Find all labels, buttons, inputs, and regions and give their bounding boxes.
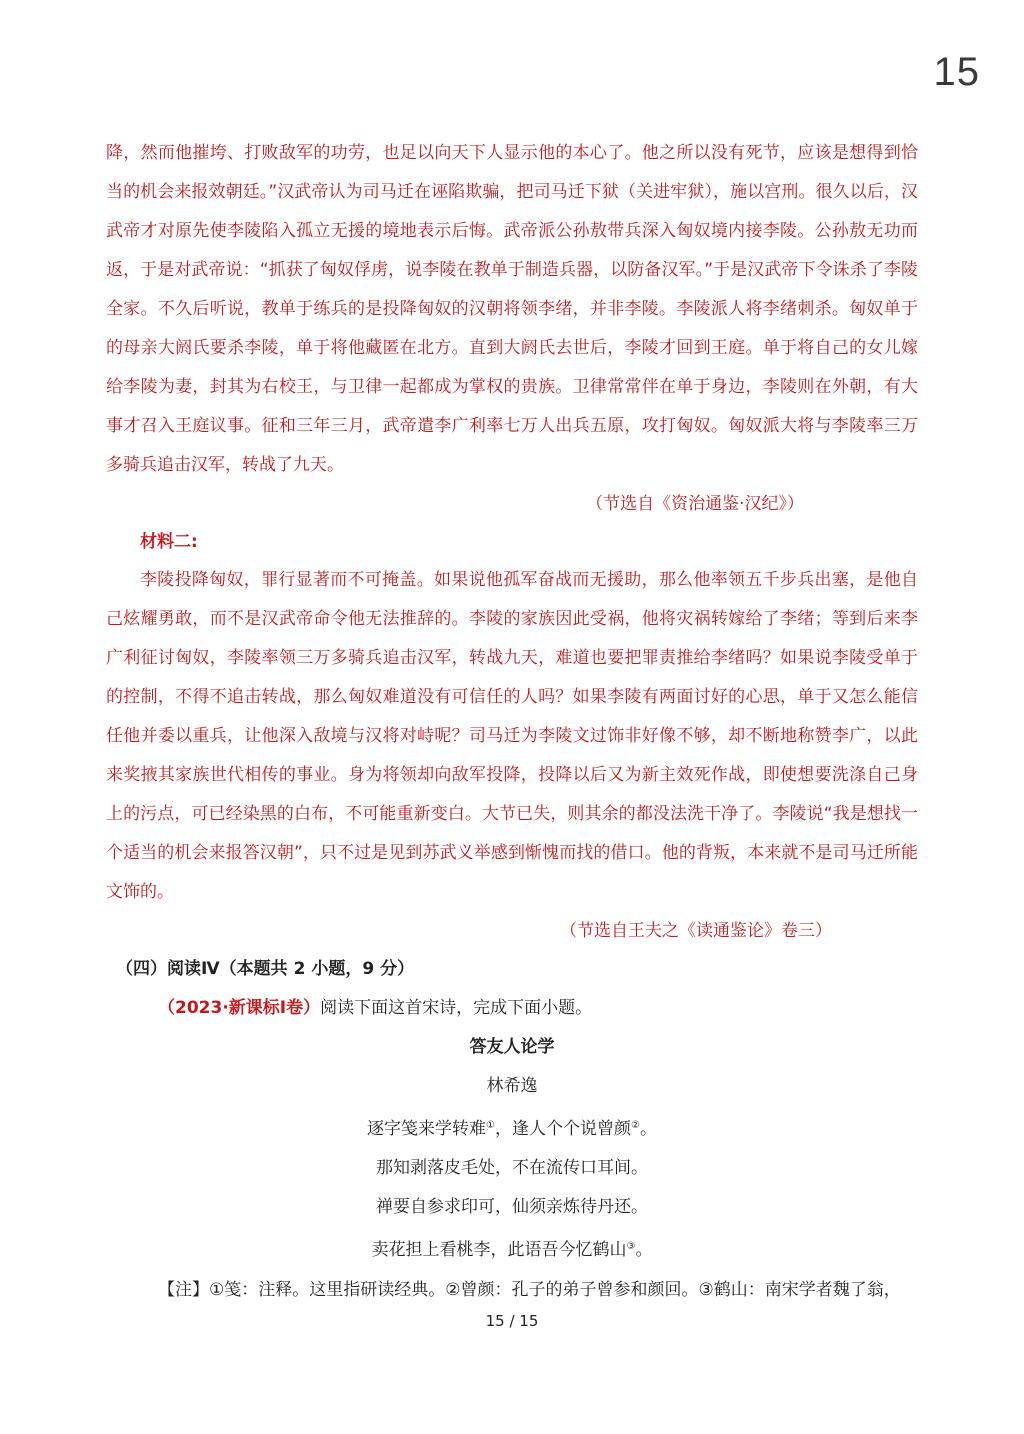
viewer-page-indicator: 15	[933, 50, 980, 94]
poem-line-4-part-c: 。	[635, 1240, 653, 1260]
footnote-ref-2: ②	[631, 1120, 640, 1131]
poem-line-1	[106, 1106, 918, 1149]
question-intro	[106, 988, 918, 1028]
poem-note: 【注】①笺：注释。这里指研读经典。②曾颜：孔子的弟子曾参和颜回。③鹤山：南宋学者魏了翁，	[158, 1280, 901, 1300]
page-footer: 15 / 15	[485, 1312, 539, 1330]
footnote-ref-3: ③	[626, 1241, 636, 1252]
exam-tag: （2023·新课标Ⅰ卷）	[158, 998, 321, 1018]
material1-source: （节选自《资治通鉴·汉纪》）	[586, 494, 804, 514]
instruction-text: 阅读下面这首宋诗，完成下面小题。	[320, 998, 593, 1018]
poem-line-1-part-b: ，逢人个个说曾颜	[495, 1119, 631, 1139]
poem-line-2: 那知剥落皮毛处，不在流传口耳间。	[376, 1158, 648, 1178]
material2-source: （节选自王夫之《读通鉴论》卷三）	[560, 921, 832, 941]
poem-line-4	[106, 1227, 918, 1270]
footnote-ref-1: ①	[486, 1120, 495, 1131]
material1-text: 降，然而他摧垮、打败敌军的功劳，也足以向天下人显示他的本心了。他之所以没有死节，应该是想得到恰当的机会来报效朝廷。”汉武帝认为司马迁在诬陷欺骗，把司马迁下狱（关进牢狱），施以宫刑。很久以后，汉武帝才对原先使李陵陷入孤立无援的境地表示后悔。武帝派公孙敖带兵深入匈奴境内接李陵。公孙敖无功而返，于是对武帝说：“抓获了匈奴俘虏，说李陵在教单于制造兵器，以防备汉军。”于是汉武帝下令诛杀了李陵全家。不久后听说，教单于练兵的是投降匈奴的汉朝将领李绪，并非李陵。李陵派人将李绪刺杀。匈奴单于的母亲大阏氏要杀李陵，单于将他藏匿在北方。直到大阏氏去世后，李陵才回到王庭。单于将自己的女儿嫁给李陵为妻，封其为右校王，与卫律一起都成为掌权的贵族。卫律常常伴在单于身边，李陵则在外朝，有大事才召入王庭议事。征和三年三月，武帝遣李广利率七万人出兵五原，攻打匈奴。匈奴派大将与李陵率三万多骑兵追击汉军，转战了九天。	[106, 143, 918, 475]
poem-line-4-part-a: 卖花担上看桃李，此语吾今忆鹤山	[371, 1240, 627, 1260]
material2-text: 李陵投降匈奴，罪行显著而不可掩盖。如果说他孤军奋战而无援助，那么他率领五千步兵出塞，是他自己炫耀勇敢，而不是汉武帝命令他无法推辞的。李陵的家族因此受祸，他将灾祸转嫁给了李绪；等到后来李广利征讨匈奴，李陵率领三万多骑兵追击汉军，转战九天，难道也要把罪责推给李绪吗？如果说李陵受单于的控制，不得不追击转战，那么匈奴难道没有可信任的人吗？如果李陵有两面讨好的心思，单于又怎么能信任他并委以重兵，让他深入敌境与汉将对峙呢？司马迁为李陵文过饰非好像不够，却不断地称赞李广，以此来奖掖其家族世代相传的事业。身为将领却向敌军投降，投降以后又为新主效死作战，即使想要洗涤自己身上的污点，可已经染黑的白布，不可能重新变白。大节已失，则其余的都没法洗干净了。李陵说“我是想找一个适当的机会来报答汉朝”，只不过是见到苏武义举感到惭愧而找的借口。他的背叛，本来就不是司马迁所能文饰的。	[106, 570, 918, 902]
document-body	[106, 134, 918, 1310]
section-heading: （四）阅读Ⅳ（本题共 2 小题，9 分）	[116, 959, 415, 979]
material2-label: 材料二:	[140, 532, 198, 552]
poem-line-1-part-a: 逐字笺来学转难	[367, 1119, 487, 1139]
poem-author: 林希逸	[486, 1076, 538, 1096]
poem-line-1-part-c: 。	[639, 1119, 657, 1139]
poem-line-3: 禅要自参求印可，仙须亲炼待丹还。	[376, 1197, 648, 1217]
poem-title: 答友人论学	[469, 1037, 555, 1057]
